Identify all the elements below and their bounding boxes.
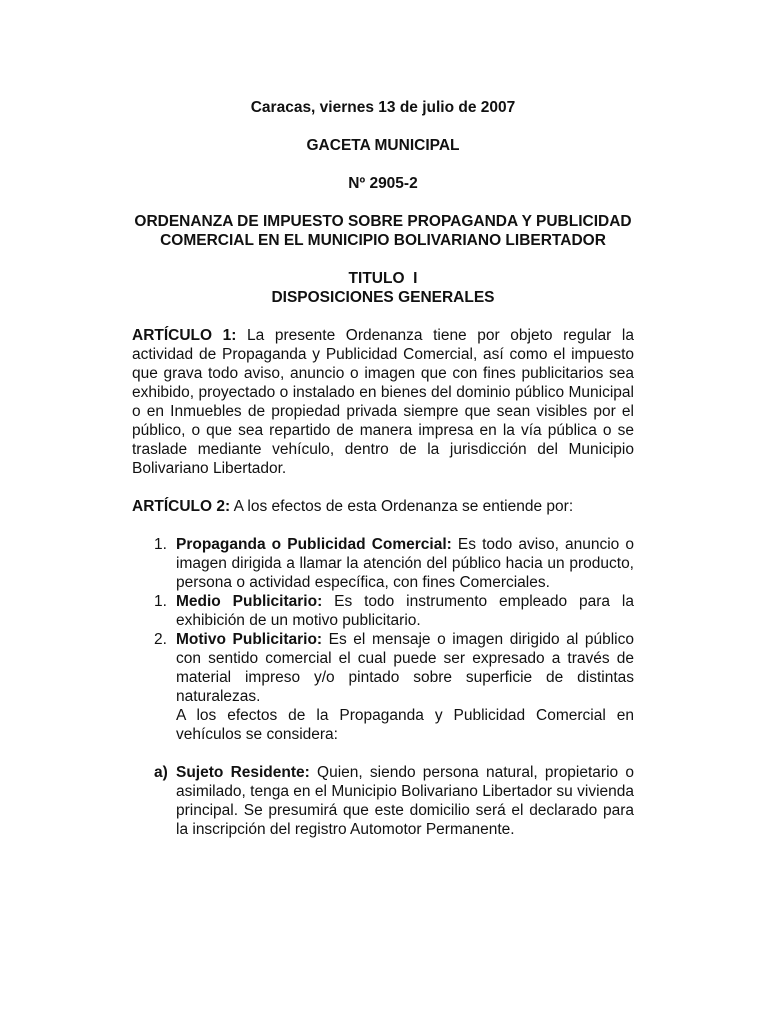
- vehicle-note: A los efectos de la Propaganda y Publicidad Comercial en vehículos se considera:: [176, 707, 634, 743]
- definitions-list: [132, 535, 634, 706]
- list-item: [132, 630, 634, 706]
- list-marker: 1.: [154, 536, 167, 553]
- title-number: TITULO I: [348, 270, 418, 287]
- sub-item-term: Sujeto Residente:: [176, 764, 310, 781]
- definition-term: Motivo Publicitario:: [176, 631, 323, 648]
- ordinance-title: ORDENANZA DE IMPUESTO SOBRE PROPAGANDA Y PUBLICIDAD COMERCIAL EN EL MUNICIPIO BOLIVARIANO LIBERTADOR: [134, 213, 632, 249]
- article-1-label: ARTÍCULO 1:: [132, 327, 237, 344]
- article-1: [132, 326, 634, 478]
- gazette-number: Nº 2905-2: [348, 175, 418, 192]
- definition-term: Medio Publicitario:: [176, 593, 323, 610]
- document-page: [132, 98, 634, 839]
- definition-term: Propaganda o Publicidad Comercial:: [176, 536, 452, 553]
- gazette-title: GACETA MUNICIPAL: [306, 137, 460, 154]
- article-2-label: ARTÍCULO 2:: [132, 498, 231, 515]
- article-2-text: A los efectos de esta Ordenanza se entiende por:: [230, 498, 574, 515]
- definition-text: Es el mensaje o imagen dirigido al público con sentido comercial el cual puede ser expresado a través de material impreso y/o pintado sobre superficie de distintas naturalezas.: [176, 631, 634, 705]
- list-marker: 1.: [154, 593, 167, 610]
- sub-item: [132, 763, 634, 839]
- article-2: [132, 497, 634, 516]
- definition-text: Es todo instrumento empleado para la exhibición de un motivo publicitario.: [176, 593, 634, 629]
- list-item: [132, 592, 634, 630]
- sub-item-text: Quien, siendo persona natural, propietario o asimilado, tenga en el Municipio Bolivariano Libertador su vivienda principal. Se presumirá que este domicilio será el declarado para la inscripción del registro Automotor Permanente.: [176, 764, 634, 838]
- sub-item-marker: a): [154, 764, 168, 781]
- list-marker: 2.: [154, 631, 167, 648]
- article-1-text: La presente Ordenanza tiene por objeto regular la actividad de Propaganda y Publicidad Comercial, así como el impuesto que grava todo aviso, anuncio o imagen que con fines publicitarios sea exhibido, proyectado o instalado en bienes del dominio público Municipal o en Inmuebles de propiedad privada siempre que sean visibles por el público, o que sea repartido de manera impresa en la vía pública o se traslade mediante vehículo, dentro de la jurisdicción del Municipio Bolivariano Libertador.: [132, 327, 634, 477]
- document-date: Caracas, viernes 13 de julio de 2007: [250, 99, 516, 116]
- title-name: DISPOSICIONES GENERALES: [271, 289, 495, 306]
- list-item: [132, 535, 634, 592]
- definition-text: Es todo aviso, anuncio o imagen dirigida a llamar la atención del público hacia un producto, persona o actividad específica, con fines Comerciales.: [176, 536, 634, 591]
